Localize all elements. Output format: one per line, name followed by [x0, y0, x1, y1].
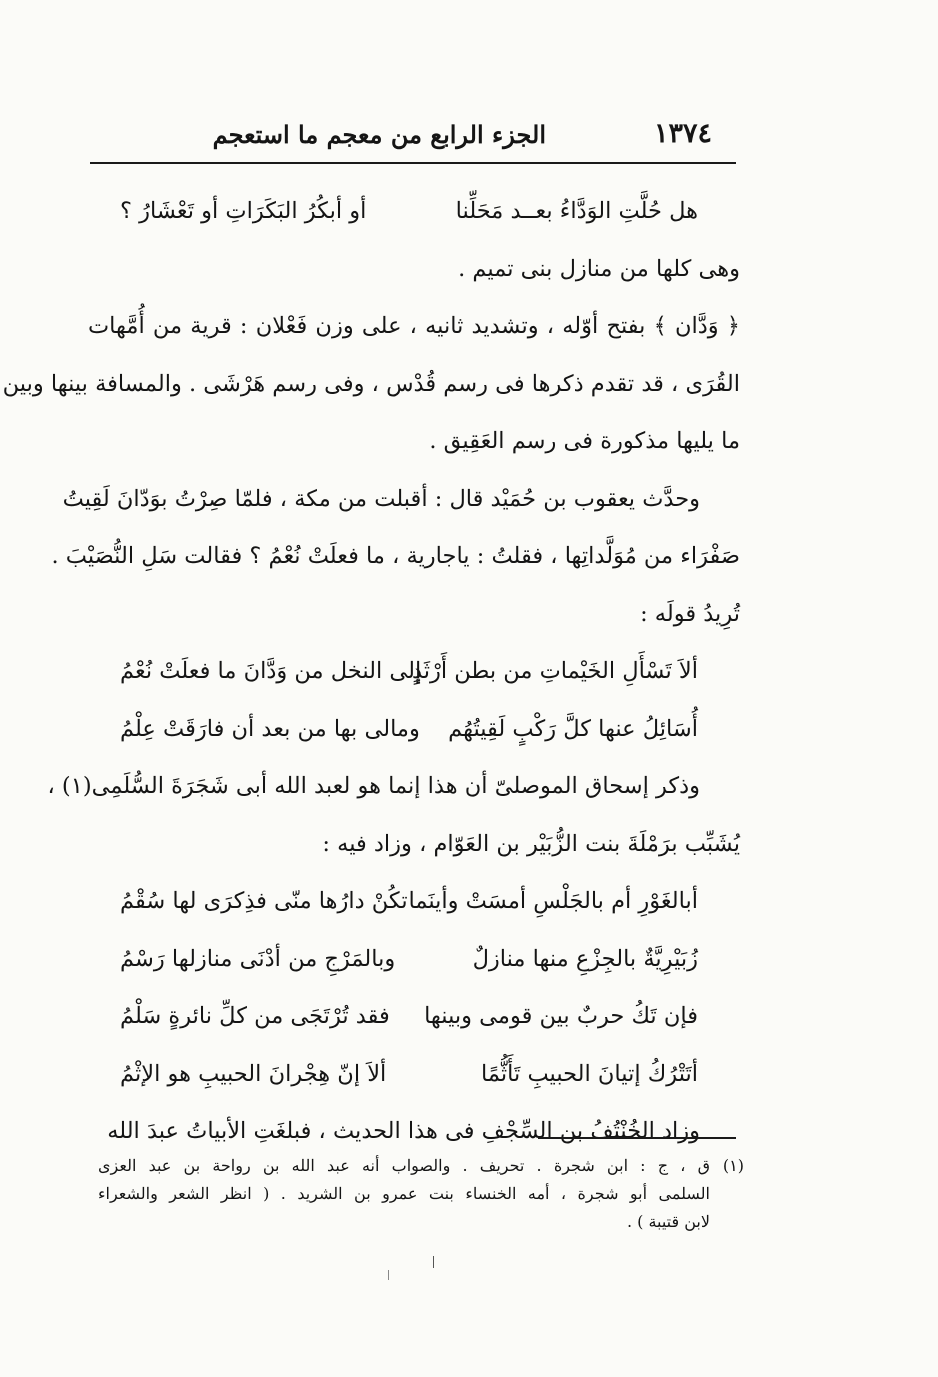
header-rule — [90, 162, 736, 164]
verse-line — [88, 702, 740, 760]
verse-first-hemistich: أُسَائِلُ عنها كلَّ رَكْبٍ لَقِيتُهُم — [448, 715, 698, 742]
verse-second-hemistich: إلى النخل من وَدَّانَ ما فعلَتْ نُعْمُ — [120, 658, 422, 684]
verse-line — [88, 184, 740, 242]
prose-line — [47, 759, 740, 817]
prose-text: يُشَبِّب برَمْلَةَ بنت الزُّبَيْر بن العَوّام ، وزاد فيه : — [322, 830, 740, 857]
prose-text: وزاد الخُنْتُفُ بن السِّجْفِ فى هذا الحديث ، فبلغَتِ الأبياتُ عبدَ الله — [107, 1118, 700, 1144]
prose-text: صَفْرَاء من مُوَلَّداتِها ، فقلتُ : ياجارية ، ما فعلَتْ نُعْمُ ؟ فقالت سَلِ النُّصَيْبَ . — [51, 543, 740, 569]
prose-text: وذكر إسحاق الموصلىّ أن هذا إنما هو لعبد الله أبى شَجَرَةَ السُّلَمِى(١) ، — [47, 773, 700, 799]
prose-line — [2, 357, 740, 415]
page-header — [90, 112, 736, 162]
verse-second-hemistich: تكُنْ دارُها منّى فذِكرَى لها سُقْمُ — [120, 888, 408, 914]
main-text — [2, 184, 740, 1162]
prose-line — [88, 299, 740, 357]
page-number: ١٣٧٤ — [653, 118, 712, 149]
scan-mark — [433, 1256, 434, 1268]
prose-text: وهى كلها من منازل بنى تميم . — [458, 255, 740, 282]
running-title: الجزء الرابع من معجم ما استعجم — [212, 120, 546, 149]
verse-first-hemistich: هل حُلَّتِ الوَدَّاءُ بعــد مَحَلِّنا — [455, 198, 698, 224]
verse-second-hemistich: ومالى بها من بعد أن فارَقَتْ عِلْمُ — [120, 715, 420, 742]
prose-text: القُرَى ، قد تقدم ذكرها فى رسم قُدْس ، وفى رسم هَرْشَى . والمسافة بينها وبين — [2, 370, 740, 397]
verse-first-hemistich: زُبَيْرِيَّةٌ بالجِزْعِ منها منازلٌ — [472, 945, 698, 972]
footnote-line: ق ، ج : ابن شجرة . تحريف . والصواب أنه عبد الله بن رواحة بن عبد العزى — [98, 1156, 710, 1175]
prose-line — [51, 529, 740, 587]
footnote-rule — [538, 1137, 736, 1139]
prose-line — [62, 472, 740, 530]
verse-first-hemistich: أتَتْرُكُ إتيانَ الحبيبِ تَأَثُّمًا — [481, 1060, 698, 1087]
verse-first-hemistich: ألاَ تَسْأَلِ الخَيْماتِ من بطن أَرْثَدٍ — [411, 658, 698, 684]
verse-second-hemistich: أو أبكُرُ البَكَرَاتِ أو تَعْشَارُ ؟ — [120, 198, 367, 224]
verse-second-hemistich: ألاَ إنّ هِجْرانَ الحبيبِ هو الإثْمُ — [120, 1060, 387, 1087]
verse-first-hemistich: أبالغَوْرِ أم بالجَلْسِ أمسَتْ وأينَما — [408, 888, 698, 914]
verse-second-hemistich: فقد تُرْتَجَى من كلِّ نائرةٍ سَلْمُ — [120, 1003, 390, 1029]
prose-line — [88, 587, 740, 645]
footnote-line: لابن قتيبة ) . — [626, 1212, 710, 1231]
verse-line — [88, 644, 740, 702]
scan-mark — [388, 1270, 389, 1280]
footnotes — [98, 1152, 744, 1236]
verse-second-hemistich: وبالمَرْجِ من أدْنَى منازلها رَسْمُ — [120, 945, 396, 972]
prose-line — [88, 414, 740, 472]
prose-text: ما يليها مذكورة فى رسم العَقِيق . — [429, 428, 740, 454]
verse-first-hemistich: فإن تَكُ حربٌ بين قومى وبينها — [424, 1003, 698, 1029]
footnote-marker: (١) — [722, 1156, 744, 1175]
footnote-line: السلمى أبو شجرة ، أمه الخنساء بنت عمرو بن الشريد . ( انظر الشعر والشعراء — [98, 1184, 710, 1203]
verse-line — [88, 1047, 740, 1105]
prose-line — [88, 817, 740, 875]
prose-text: تُرِيدُ قولَه : — [640, 600, 740, 627]
verse-line — [88, 989, 740, 1047]
prose-text: وحدَّث يعقوب بن حُمَيْد قال : أقبلت من مكة ، فلمّا صِرْتُ بوَدّانَ لَقِيتُ — [62, 485, 700, 512]
prose-text: ﴿ وَدَّان ﴾ بفتح أوّله ، وتشديد ثانيه ، على وزن فَعْلان : قرية من أُمَّهات — [88, 313, 740, 339]
verse-line — [88, 932, 740, 990]
prose-line — [88, 242, 740, 300]
verse-line — [88, 874, 740, 932]
